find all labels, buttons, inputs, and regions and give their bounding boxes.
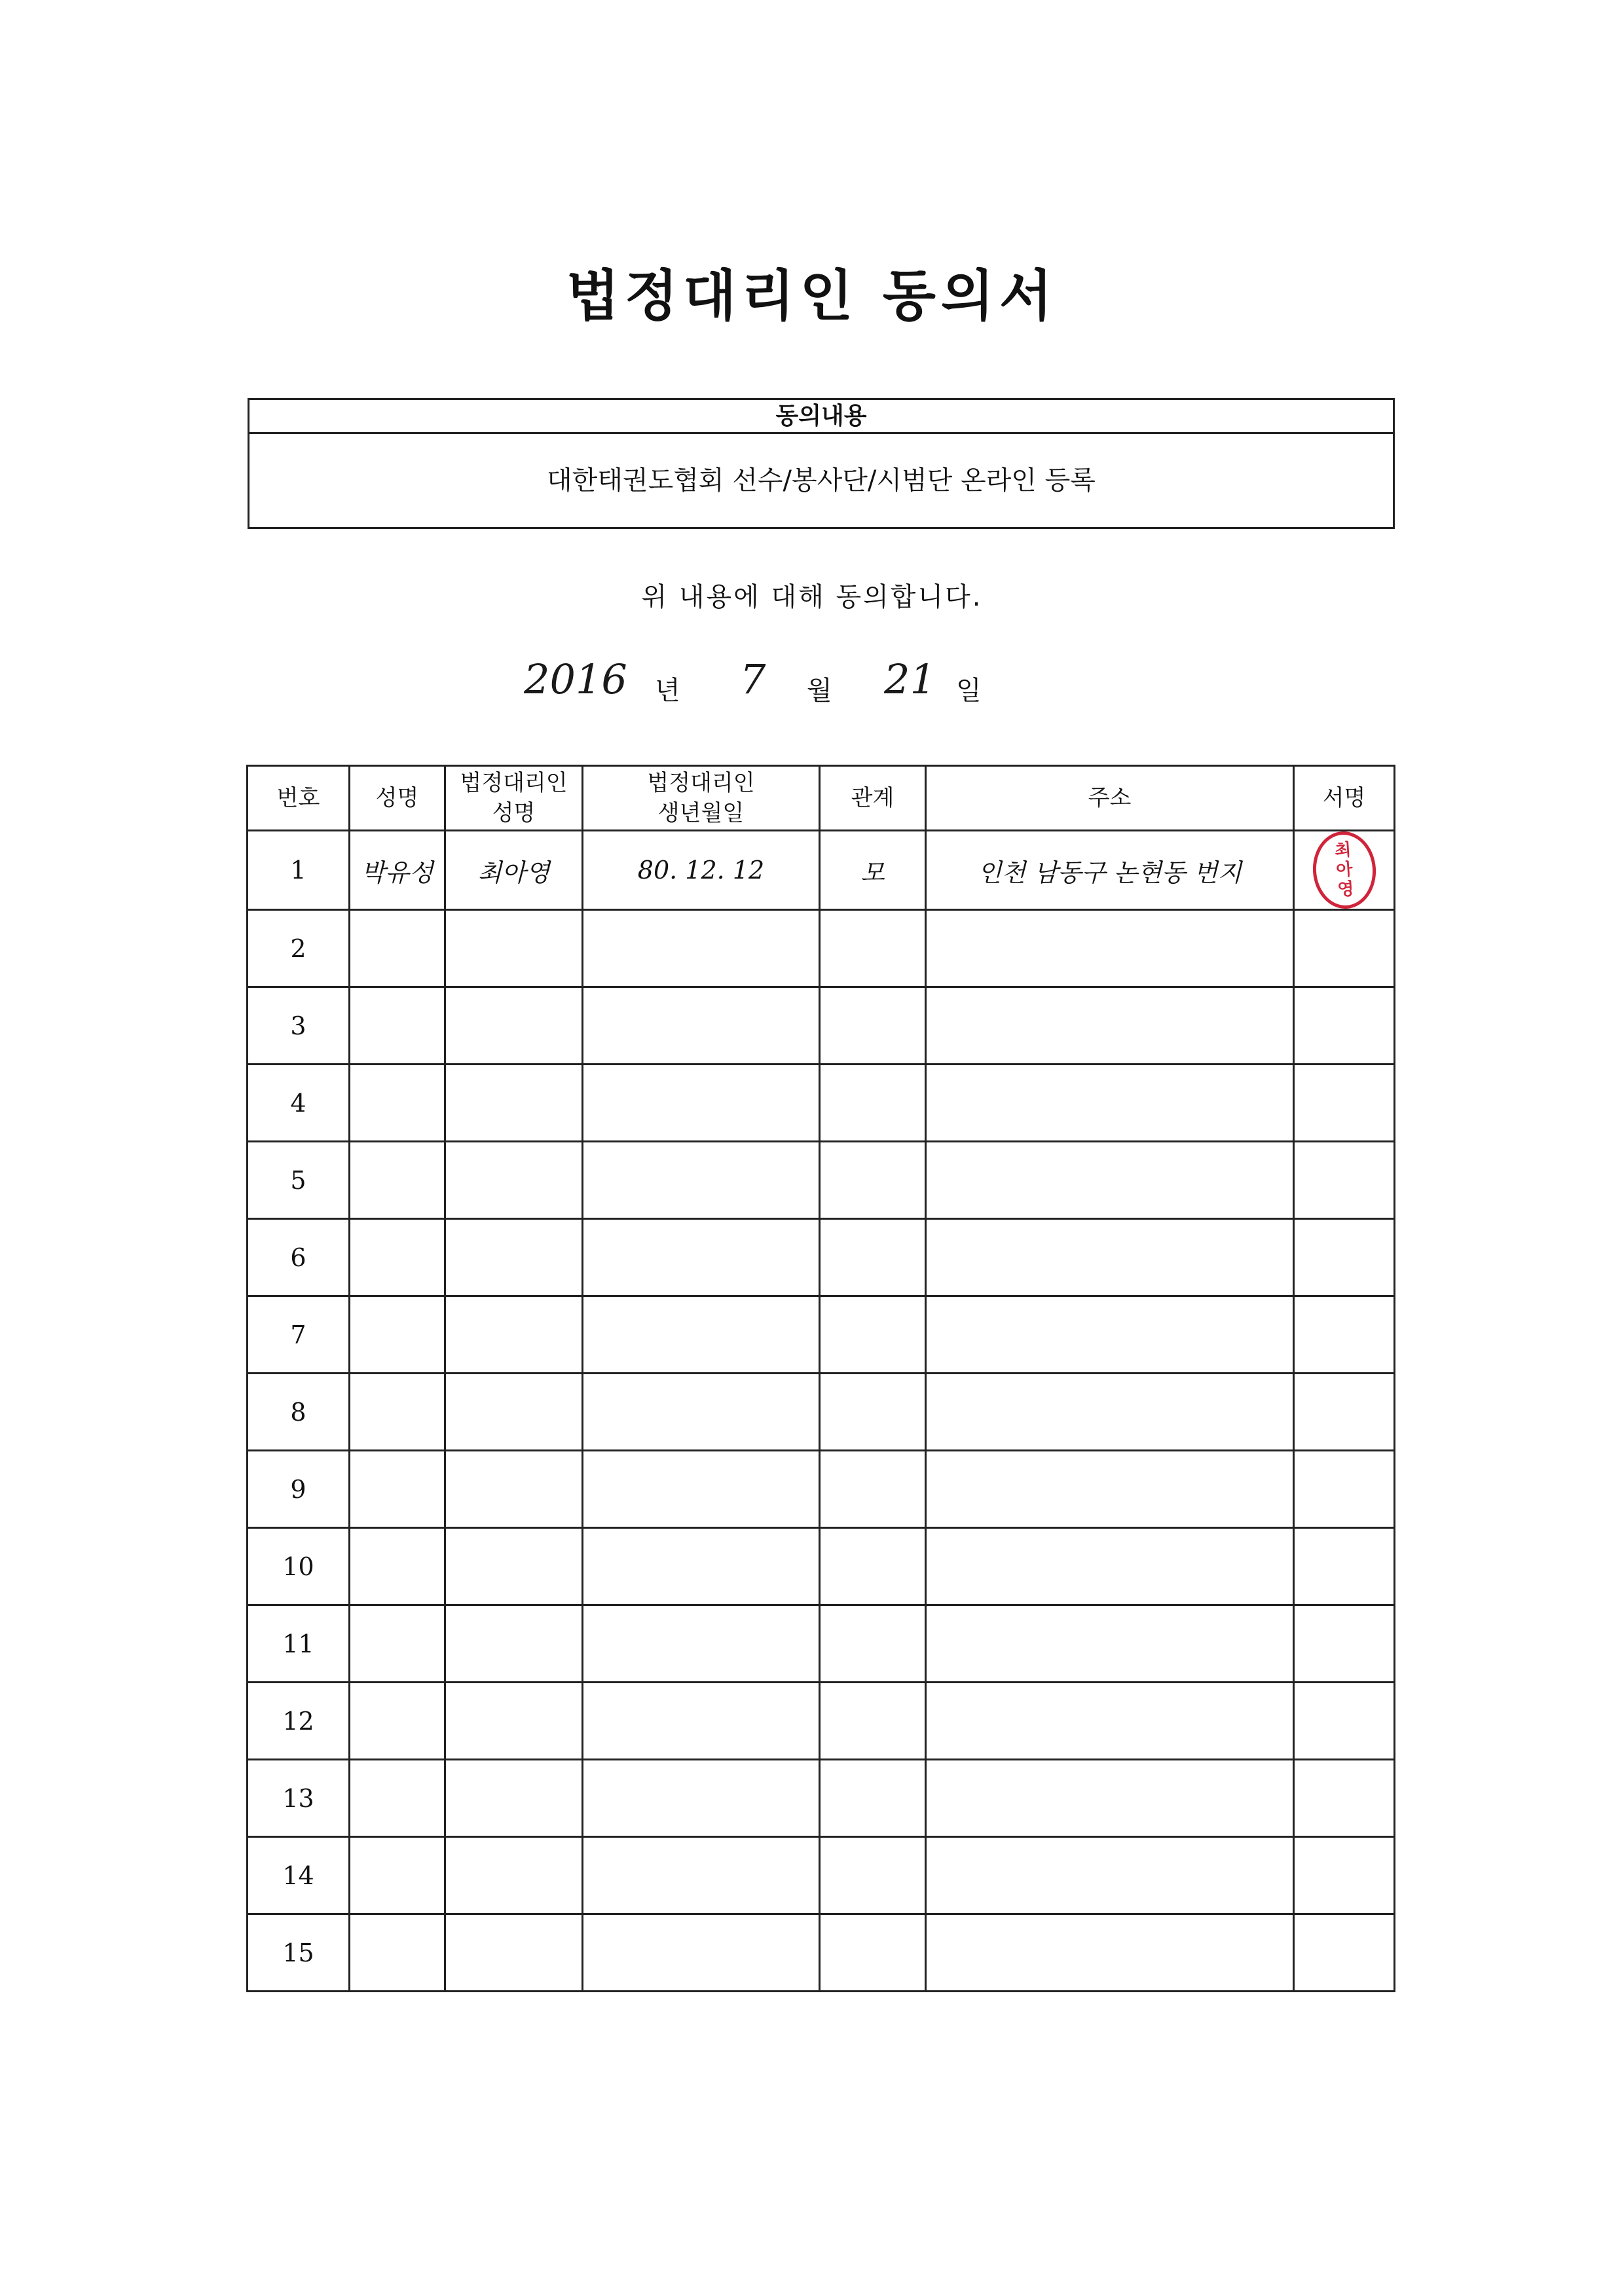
cell-address[interactable] [926,987,1294,1065]
cell-guardian-birth[interactable] [583,987,820,1065]
cell-guardian-birth[interactable] [583,1451,820,1528]
cell-name[interactable] [350,987,445,1065]
date-day[interactable]: 21 [884,655,936,703]
row-number: 12 [248,1683,350,1760]
cell-address[interactable] [926,1760,1294,1837]
table-row [248,1142,1395,1219]
table-row [248,1296,1395,1374]
cell-guardian-birth[interactable] [583,1219,820,1296]
cell-relation[interactable] [820,1219,926,1296]
cell-name[interactable] [350,1065,445,1142]
agree-statement: 위 내용에 대해 동의합니다. [641,582,983,612]
cell-address[interactable] [926,1219,1294,1296]
cell-guardian-birth[interactable] [583,1065,820,1142]
cell-guardian-birth[interactable] [583,1374,820,1451]
table-row [248,1219,1395,1296]
cell-name[interactable] [350,1683,445,1760]
cell-address[interactable] [926,1683,1294,1760]
cell-name[interactable] [350,1760,445,1837]
consent-box [248,398,1395,529]
cell-relation[interactable] [820,1528,926,1605]
cell-name[interactable] [350,1142,445,1219]
header-no: 번호 [248,766,350,831]
consent-content: 대한태권도협회 선수/봉사단/시범단 온라인 등록 [547,465,1096,496]
cell-signature[interactable] [1294,987,1395,1065]
cell-guardian-birth[interactable] [583,1528,820,1605]
table-row [248,1837,1395,1914]
cell-signature[interactable] [1294,1605,1395,1683]
date-month-label: 월 [807,676,832,706]
cell-guardian-birth[interactable] [583,1142,820,1219]
cell-name[interactable] [350,1374,445,1451]
guardian-table [246,765,1395,1992]
cell-guardian-name[interactable] [445,910,583,987]
header-signature: 서명 [1294,766,1395,831]
row-number: 14 [248,1837,350,1914]
cell-guardian-name[interactable] [445,1219,583,1296]
table-row [248,1528,1395,1605]
cell-signature[interactable] [1294,1683,1395,1760]
cell-guardian-birth[interactable]: 80. 12. 12 [583,831,820,910]
cell-signature[interactable] [1294,1760,1395,1837]
cell-signature[interactable] [1294,1451,1395,1528]
cell-guardian-birth[interactable] [583,1296,820,1374]
cell-address[interactable] [926,1065,1294,1142]
row-number: 11 [248,1605,350,1683]
cell-relation[interactable] [820,1374,926,1451]
cell-address[interactable] [926,1837,1294,1914]
date-month[interactable]: 7 [740,655,766,703]
cell-address[interactable] [926,1142,1294,1219]
cell-guardian-birth[interactable] [583,1683,820,1760]
table-row [248,987,1395,1065]
cell-relation[interactable] [820,1914,926,1992]
cell-guardian-name[interactable] [445,1528,583,1605]
cell-address[interactable] [926,1451,1294,1528]
cell-address[interactable] [926,1605,1294,1683]
cell-signature[interactable] [1294,1296,1395,1374]
cell-guardian-name[interactable] [445,1296,583,1374]
cell-name[interactable]: 박유성 [350,831,445,910]
cell-guardian-name[interactable] [445,1142,583,1219]
row-number: 15 [248,1914,350,1992]
cell-relation[interactable] [820,1142,926,1219]
cell-signature[interactable] [1294,1142,1395,1219]
row-number: 13 [248,1760,350,1837]
cell-guardian-name[interactable] [445,1914,583,1992]
cell-address[interactable] [926,1296,1294,1374]
cell-relation[interactable] [820,1605,926,1683]
cell-guardian-birth[interactable] [583,1605,820,1683]
date-year[interactable]: 2016 [524,655,627,703]
consent-header: 동의내용 [249,400,1393,434]
table-row [248,1760,1395,1837]
cell-relation[interactable] [820,1683,926,1760]
cell-address[interactable] [926,1374,1294,1451]
date-row [524,648,995,707]
cell-relation[interactable] [820,1837,926,1914]
cell-name[interactable] [350,1914,445,1992]
cell-guardian-birth[interactable] [583,1914,820,1992]
date-day-label: 일 [956,676,982,706]
page-title: 법정대리인 동의서 [566,263,1058,328]
row-number: 1 [248,831,350,910]
cell-relation[interactable] [820,1296,926,1374]
cell-guardian-name[interactable] [445,1451,583,1528]
cell-signature[interactable] [1294,1374,1395,1451]
row-number: 3 [248,987,350,1065]
cell-relation[interactable] [820,1065,926,1142]
cell-name[interactable] [350,1296,445,1374]
cell-guardian-name[interactable] [445,1683,583,1760]
cell-address[interactable] [926,910,1294,987]
row-number: 6 [248,1219,350,1296]
cell-name[interactable] [350,1219,445,1296]
cell-signature[interactable] [1294,831,1395,910]
cell-relation[interactable] [820,987,926,1065]
table-row [248,1914,1395,1992]
header-address: 주소 [926,766,1294,831]
table-row [248,1374,1395,1451]
table-row [248,910,1395,987]
cell-relation[interactable] [820,1760,926,1837]
header-name: 성명 [350,766,445,831]
cell-guardian-birth[interactable] [583,1837,820,1914]
cell-relation[interactable] [820,910,926,987]
cell-guardian-name[interactable] [445,987,583,1065]
table-header-row [248,766,1395,831]
header-guardian-name: 법정대리인 성명 [445,766,583,831]
cell-signature[interactable] [1294,1914,1395,1992]
cell-relation[interactable] [820,1451,926,1528]
date-year-label: 년 [655,676,680,706]
table-row [248,1605,1395,1683]
cell-name[interactable] [350,1451,445,1528]
cell-relation[interactable]: 모 [820,831,926,910]
cell-address[interactable]: 인천 남동구 논현동 번지 [926,831,1294,910]
cell-signature[interactable] [1294,1837,1395,1914]
table-row [248,1683,1395,1760]
cell-name[interactable] [350,1528,445,1605]
cell-name[interactable] [350,1837,445,1914]
cell-signature[interactable] [1294,1065,1395,1142]
cell-guardian-name[interactable] [445,1065,583,1142]
table-row [248,1451,1395,1528]
row-number: 2 [248,910,350,987]
table-row [248,1065,1395,1142]
cell-guardian-name[interactable] [445,1374,583,1451]
cell-address[interactable] [926,1528,1294,1605]
cell-guardian-name[interactable] [445,1760,583,1837]
cell-address[interactable] [926,1914,1294,1992]
seal-stamp: 최 아 영 [1310,831,1378,910]
row-number: 5 [248,1142,350,1219]
header-guardian-birth: 법정대리인 생년월일 [583,766,820,831]
table-row [248,831,1395,910]
cell-guardian-birth[interactable] [583,1760,820,1837]
row-number: 8 [248,1374,350,1451]
row-number: 7 [248,1296,350,1374]
row-number: 4 [248,1065,350,1142]
cell-guardian-name[interactable]: 최아영 [445,831,583,910]
header-relation: 관계 [820,766,926,831]
row-number: 9 [248,1451,350,1528]
cell-guardian-birth[interactable] [583,910,820,987]
cell-signature[interactable] [1294,910,1395,987]
cell-signature[interactable] [1294,1219,1395,1296]
cell-guardian-name[interactable] [445,1837,583,1914]
cell-guardian-name[interactable] [445,1605,583,1683]
cell-signature[interactable] [1294,1528,1395,1605]
cell-name[interactable] [350,1605,445,1683]
cell-name[interactable] [350,910,445,987]
row-number: 10 [248,1528,350,1605]
